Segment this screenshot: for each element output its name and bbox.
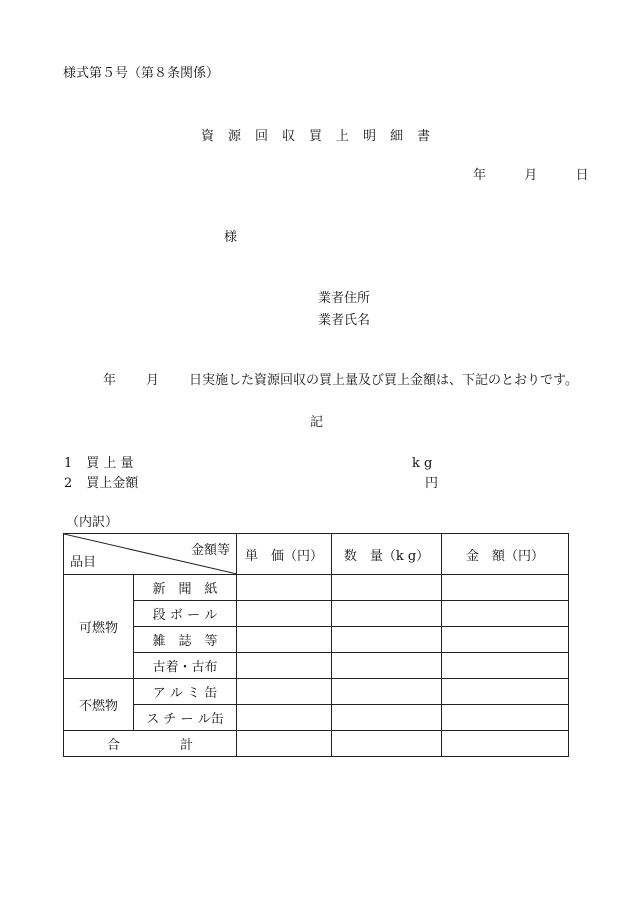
row-label: 段 ボ ー ル	[134, 601, 237, 627]
cell-unit-price[interactable]	[237, 601, 332, 627]
cell-quantity[interactable]	[332, 705, 442, 731]
corner-cell	[64, 534, 237, 575]
vendor-name-label: 業者氏名	[318, 313, 371, 328]
row-label: ア ル ミ 缶	[134, 679, 237, 705]
table-row	[64, 679, 569, 705]
cell-amount-total[interactable]	[442, 731, 569, 757]
item-label: 買上金額	[86, 476, 139, 491]
corner-row-label: 品目	[70, 555, 97, 570]
cell-unit-price[interactable]	[237, 705, 332, 731]
breakdown-label: （内訳）	[66, 515, 119, 530]
date-day: 日	[575, 168, 589, 183]
table-header-row	[64, 534, 569, 575]
statement-month: 月	[146, 373, 160, 388]
header-quantity: 数 量（k g）	[332, 534, 442, 575]
cell-quantity[interactable]	[332, 653, 442, 679]
cell-unit-price[interactable]	[237, 679, 332, 705]
table-total-row	[64, 731, 569, 757]
item-amount	[64, 477, 138, 490]
cell-quantity[interactable]	[332, 601, 442, 627]
row-label: 雑 誌 等	[134, 627, 237, 653]
row-label: 古着・古布	[134, 653, 237, 679]
total-label-a: 合	[106, 738, 120, 753]
row-label: 新 聞 紙	[134, 575, 237, 601]
cell-amount[interactable]	[442, 575, 569, 601]
cell-unit-price[interactable]	[237, 627, 332, 653]
table-row	[64, 627, 569, 653]
ki-heading: 記	[310, 415, 324, 430]
item-quantity-unit: k g	[412, 456, 433, 471]
date-year: 年	[473, 168, 487, 183]
header-amount: 金 額（円）	[442, 534, 569, 575]
form-number: 様式第５号（第８条関係）	[63, 66, 220, 81]
cell-amount[interactable]	[442, 679, 569, 705]
cell-amount[interactable]	[442, 653, 569, 679]
row-label: ス チ ー ル缶	[134, 705, 237, 731]
group-noncombustible: 不燃物	[64, 679, 134, 731]
table-row	[64, 575, 569, 601]
cell-amount[interactable]	[442, 627, 569, 653]
item-number: 2	[64, 476, 73, 491]
table-row	[64, 601, 569, 627]
item-amount-unit: 円	[425, 476, 439, 491]
cell-quantity[interactable]	[332, 575, 442, 601]
total-label	[64, 731, 237, 757]
cell-unit-price[interactable]	[237, 575, 332, 601]
header-unit-price: 単 価（円）	[237, 534, 332, 575]
item-number: 1	[64, 456, 73, 471]
statement-text: 日実施した資源回収の買上量及び買上金額は、下記のとおりです。	[189, 373, 578, 388]
total-label-b: 計	[180, 738, 194, 753]
breakdown-table	[63, 533, 569, 757]
vendor-address-label: 業者住所	[318, 291, 371, 306]
corner-column-label: 金額等	[190, 543, 230, 558]
item-quantity	[64, 457, 134, 470]
table-row	[64, 653, 569, 679]
cell-quantity[interactable]	[332, 627, 442, 653]
date-line	[473, 169, 589, 182]
addressee-suffix: 様	[224, 230, 238, 245]
statement-year: 年	[103, 373, 117, 388]
cell-amount[interactable]	[442, 601, 569, 627]
cell-amount[interactable]	[442, 705, 569, 731]
cell-quantity-total[interactable]	[332, 731, 442, 757]
statement	[103, 374, 578, 387]
cell-quantity[interactable]	[332, 679, 442, 705]
group-combustible: 可燃物	[64, 575, 134, 679]
document-title: 資 源 回 収 買 上 明 細 書	[201, 129, 431, 144]
date-month: 月	[524, 168, 538, 183]
table-row	[64, 705, 569, 731]
cell-unit-price[interactable]	[237, 653, 332, 679]
item-label: 買 上 量	[86, 456, 134, 471]
cell-unit-price-total[interactable]	[237, 731, 332, 757]
